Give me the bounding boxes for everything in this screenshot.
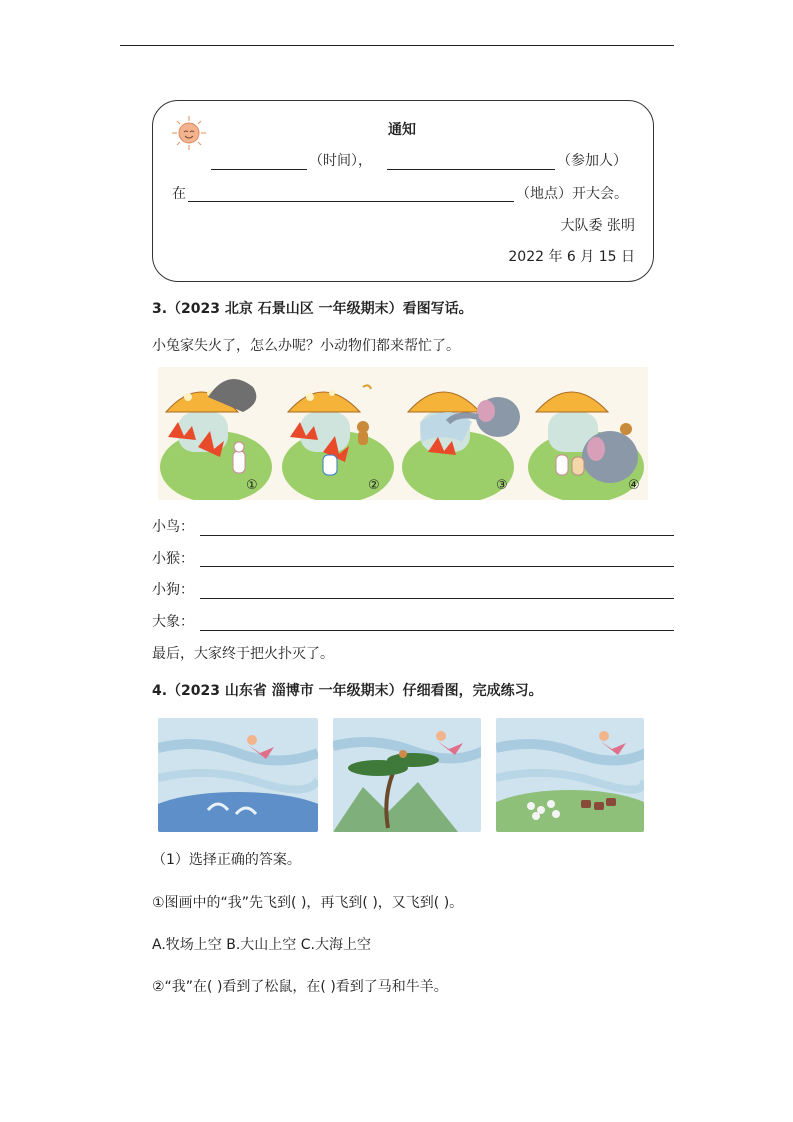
writing-line-dog[interactable] <box>200 598 674 599</box>
q4-item1: ①图画中的“我”先飞到( )，再飞到( )，又飞到( )。 <box>152 895 464 911</box>
at-prefix: 在 <box>172 186 186 202</box>
q3-ending: 最后，大家终于把火扑灭了。 <box>152 646 334 662</box>
flying-pasture-picture <box>496 718 644 832</box>
q4-heading: 4.（2023 山东省 淄博市 一年级期末）仔细看图，完成练习。 <box>152 683 543 699</box>
comic-panel-4 <box>528 392 644 500</box>
participants-blank <box>387 169 555 170</box>
panel-number-3: ③ <box>496 478 508 493</box>
q4-sub1: （1）选择正确的答案。 <box>152 852 301 868</box>
writing-line-elephant[interactable] <box>200 630 674 631</box>
flying-sea-picture <box>158 718 318 832</box>
notice-title: 通知 <box>388 122 416 138</box>
fire-comic-strip <box>158 367 648 500</box>
q4-item2: ②“我”在( )看到了松鼠，在( )看到了马和牛羊。 <box>152 979 448 995</box>
line-label-elephant: 大象： <box>152 614 194 630</box>
line-label-monkey: 小猴： <box>152 551 194 567</box>
time-blank <box>211 169 307 170</box>
place-blank <box>188 201 514 202</box>
writing-line-monkey[interactable] <box>200 566 674 567</box>
q3-heading: 3.（2023 北京 石景山区 一年级期末）看图写话。 <box>152 301 473 317</box>
q4-options: A.牧场上空 B.大山上空 C.大海上空 <box>152 937 371 953</box>
q3-intro: 小兔家失火了，怎么办呢？小动物们都来帮忙了。 <box>152 338 460 354</box>
panel-number-2: ② <box>368 478 380 493</box>
place-label: （地点）开大会。 <box>516 186 628 202</box>
flying-mountain-picture <box>333 718 481 832</box>
header-rule <box>120 45 674 46</box>
line-label-dog: 小狗： <box>152 582 194 598</box>
panel-number-1: ① <box>246 478 258 493</box>
time-label: （时间）， <box>309 153 372 169</box>
notice-date: 2022 年 6 月 15 日 <box>508 249 635 265</box>
participants-label: （参加人） <box>557 153 627 169</box>
panel-number-4: ④ <box>628 478 640 493</box>
line-label-bird: 小鸟： <box>152 519 194 535</box>
sun-icon <box>170 114 208 152</box>
notice-signer: 大队委 张明 <box>560 218 635 234</box>
writing-line-bird[interactable] <box>200 535 674 536</box>
